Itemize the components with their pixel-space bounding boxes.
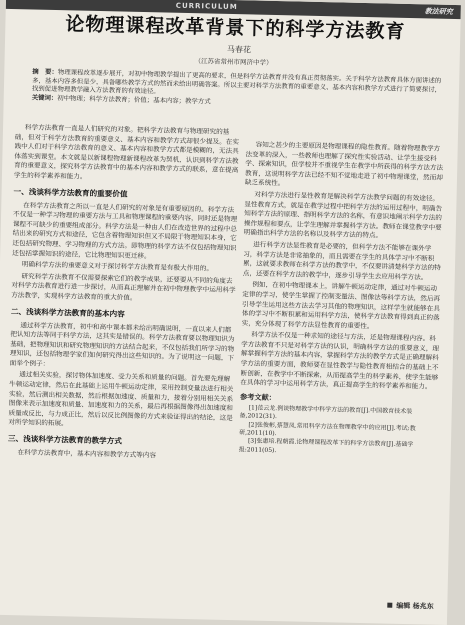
paragraph: 对科学方法进行显性教育是解决科学方法教学问题的有效途径。显性教育方式，就是在教学过程中把科学方法的运用过程中，明确告知科学方法的原理、指明科学方法的名称，有意识地阐示科学方法的操作规程和要点，让学生理解并掌握科学方法。教师在课堂教学中要明确指出科学方法的名称以及科学方法的特点。 [243, 190, 443, 240]
editor-name: 杨兆东 [412, 602, 434, 611]
reference-item: [1]范云龙.例谈物理教学中科学方法的教育[J].中国教育技术装备,2012(31). [239, 404, 413, 421]
abstract-block [32, 67, 443, 111]
reference-item: [2]张俊彬,蔡慧凤.常用科学方法在物理教学中的应用[J].考试:教研,2011(10). [239, 421, 416, 438]
paragraph: 在科学方法教育中，基本内容和教学方式等内容 [17, 448, 157, 460]
author-affiliation: （江苏省常州市网济中学） [194, 57, 273, 67]
left-column [8, 123, 241, 465]
paragraph: 科学方法不仅是一种求知的途径与方法，还是物理课程内容。科学方法教育不只是对科学方法的认识，明确科学方法的重要意义，理解掌握科学方法的基本内容，掌握科学方法的教学方式是正确理解科学方法的重要方面，教师要在显性教学与隐性教育相结合的基础上不断创新，在教学中不断探索，从而提高学生的科学素养，使学生能够在具体的学习中运用科学方法，真正提高学生的科学素养和能力。 [240, 330, 440, 391]
author-name: 马春花 [226, 44, 251, 55]
section-heading-2: 二、浅谈科学方法教育的基本内容 [10, 306, 125, 319]
abstract-text: 物理课程改革逐步展开，对初中物理教学提出了更高的要求，但是科学方法教育并没有真正贯彻落实。关于科学方法教育具体方面讲述的多，基本内容多但是少，具备哪些教学方式的然而未给出明确答案。所以主要对科学方法教育的重要意义、基本内容和教学方式进行了简要探讨，找到促进物理教学融入方法教育的有效途径。 [31, 68, 442, 96]
article-title: 论物理课程改革背景下的科学方法教育 [65, 13, 406, 43]
abstract-label: 摘 要： [32, 67, 58, 77]
paragraph: 通过相关实验，探讨物体加速度、受力关系和质量的问题。首先要先理解牛顿运动定律，然后在此基础上运用牛顿运动定律，采用控制变量法进行相关实验，然后测出相关数据，然后根据加速度、质量和力，接着分别用相关关系图像来表示加速度和质量、加速度和力的关系，最后再根据图像得出加速度和质量成反比，与力成正比，然后以反比例图像的方式来验证得出的结论，这是对所学知识的拓展。 [8, 370, 234, 428]
section-heading-1: 一、浅谈科学方法教育的重要价值 [13, 186, 128, 199]
paragraph: 进行科学方法显性教育是必要的，但科学方法不能够在课外学习，科学方法是非常抽象的，而且需要在学生的具体学习中不断积累，这就要求教师在科学方法的教学中，不仅要讲清楚科学方法的特点，还要在科学方法的教学中，逐步引导学生去应用科学方法。 [242, 240, 441, 282]
square-bullet-icon [387, 603, 392, 608]
paragraph: 明确科学方法的重要意义对于探讨科学方法教育是有极大作用的。 [21, 260, 214, 273]
editor-credit [387, 601, 434, 612]
paragraph: 例如，在初中物理课本上，讲解牛顿运动定律，通过对牛顿运动定律的学习，使学生掌握了控制变量法、图像法等科学方法，然后再引导学生运用这些方法去学习其他的物理知识，这样学生就能够在具体的学习中不断积累和运用科学方法，使科学方法教育得到真正的落实，充分体现了科学方法显性教育的重要性。 [241, 280, 441, 330]
paragraph: 通过科学方法教育，初中和高中课本都未给出明确说明，一直以来人们都把认知方法等同于科学方法，这其实是错误的。科学方法教育要以物理知识为基础，把物理知识和研究物理知识的方法结合起来，不仅包括我们所学习的物理知识，还包括物理学家们如何研究得出这些知识的。为了说明这一问题，下面举个例子： [9, 320, 235, 368]
references-heading: 参考文献： [239, 392, 277, 402]
paragraph: 在科学方法教育之所以一直是人们研究的对象是有重要原因的。科学方法不仅是一种学习物理的重要方法与工具和物理课程的重要内容，同时还是物理课程不可缺少的重要组成部分。科学方法是一种由人们在改造世界的过程中总结出来的研究方式和途径，它包含着物理知识但又不局限于物理知识本身，它还包括研究物理、学习物理的方式方法。即物理的科学方法不仅包括物理知识还包括掌握知识的途径，它比物理知识更迁移。 [12, 200, 238, 260]
section-heading-3: 三、浅谈科学方法教育的教学方式 [7, 434, 122, 446]
keywords-text: 初中物理；科学方法教育；价值；基本内容；教学方式 [57, 93, 211, 106]
keywords-label: 关键词： [31, 93, 58, 102]
reference-item: [3]张惠培.程朝霞.论物理课程改革下的科学方法教育[J].基础学报:2011(05). [238, 437, 414, 454]
series-label: CURRICULUM [175, 1, 238, 12]
right-column [239, 140, 446, 459]
paragraph: 容知之甚少的主要原因是物理课程的隐性教育。随着物理教学方法变革的深入，一些教师也理解了探究性实验活动、让学生接受科学、探索知识，但学校并不重视学生在教学中所获得的科学方法方法教育，这说明科学方法已经不知不觉地走进了初中物理课堂，然而却缺乏系统性。 [244, 140, 444, 188]
paragraph: 研究科学方法教育不仅需要探索它们的教学成果，还要要从不同的角度去对科学方法教育进行进一步探讨，从而真正理解并在初中物理教学中运用科学方法教学，实现科学方法教育的重大价值。 [11, 271, 236, 302]
column-label: 教法研究 [424, 7, 453, 16]
editor-label: 编辑 [396, 601, 411, 611]
intro-paragraph: 科学方法教育一直是人们研究的对象。把科学方法教育与物理研究的基础，但对于科学方法教育的重要意义、基本内容和教学方式却很少提及。在实践中人们对于科学方法教育的意义、基本内容和教学方式都是模糊的，无法具体落实到课堂。本文就是以新课程物理新课程改革为契机，认识到科学方法教育的重要意义，探究科学方法教育中的基本内容和教学方式的联系，意在提高学生的科学素养和能力。 [13, 123, 240, 181]
